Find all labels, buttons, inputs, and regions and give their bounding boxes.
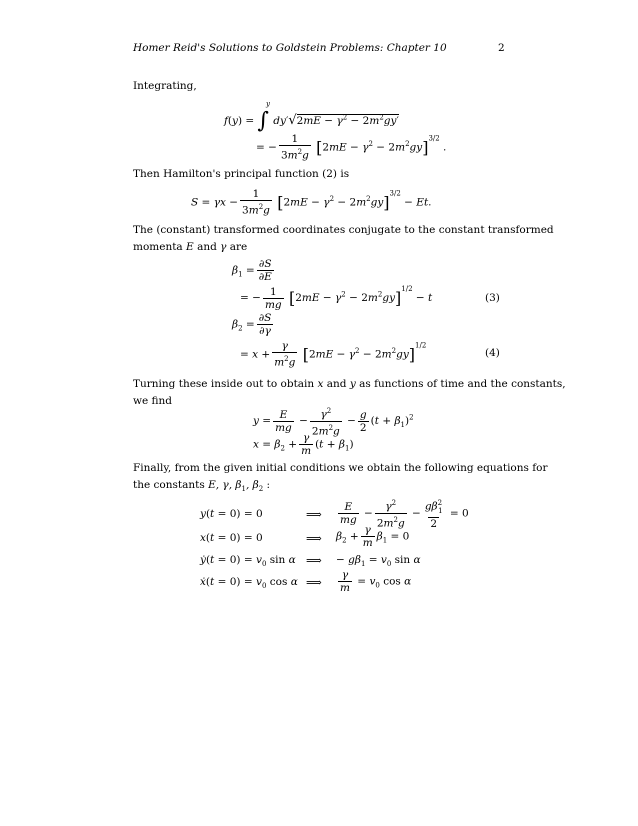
condition-xdot0-left: ẋ(t = $0) = v_0$ cos α (200, 576, 298, 591)
text-turning-line2: we find (133, 395, 173, 407)
running-header: Homer Reid's Solutions to Goldstein Problems: Chapter 10 (133, 42, 447, 54)
condition-xdot0-right: $\frac{\gamma}{m}$ = $v_0$ cos α (340, 569, 412, 594)
equation-beta2-def: $\beta_2$ = $\frac{\partial S}{\partial\gamma}$ (232, 312, 272, 337)
equation-y-solution: y = $\frac{E}{mg}$ − $\frac{\gamma^2}{2m^2g}$ − $\frac{g}{2}$ $(t + \beta_1)^2$ (253, 407, 414, 437)
equation-beta2-result: = x + $\frac{\gamma}{m^2g}$ $[2mE - \gamma^2 - 2m^2gy]^{1/2}$ (240, 340, 427, 369)
equation-principal-function: S = γx − $\frac{1}{3m^2g}$ $[2mE - \gamma^2 - 2m^2gy]^{3/2} - Et$. (191, 188, 432, 217)
text-constant-line1: The (constant) transformed coordinates conjugate to the constant transformed (133, 224, 554, 236)
text-turning-and: and (326, 378, 347, 390)
equation-x-solution: $x = \beta_2$ + $\frac{\gamma}{m}$ $(t + \beta_1)$ (253, 432, 354, 457)
text-turning-c: as functions of time and the constants, (359, 378, 566, 390)
equation-fy-integral: f(y) = ∫$^y$ $dy'√2mE - \gamma^2 - 2m^2gy'$ (224, 100, 399, 134)
condition-x0-right: $\beta_2$ + $\frac{\gamma}{m}$ $\beta_1 = 0$ (336, 524, 410, 549)
text-constant-line2: momenta E and γ are (133, 241, 248, 253)
text-momenta: momenta (133, 241, 183, 253)
text-the-constants: the constants (133, 479, 205, 491)
implies-arrow-4: ⟹ (306, 576, 322, 589)
implies-arrow-2: ⟹ (306, 532, 322, 545)
equation-number-4: (4) (485, 347, 500, 359)
text-finally-line1: Finally, from the given initial conditions we obtain the following equations for (133, 462, 548, 474)
equation-number-3: (3) (485, 292, 500, 304)
text-and: and (197, 241, 217, 253)
condition-ydot0-right: − $g\beta_1 = v_0$ sin α (336, 554, 421, 569)
text-turning-a: Turning these inside out to obtain (133, 378, 315, 390)
text-integrating: Integrating, (133, 80, 197, 92)
implies-arrow-3: ⟹ (306, 554, 322, 567)
text-turning-line1: Turning these inside out to obtain x and y as functions of time and the constants, (133, 378, 566, 390)
text-are: are (229, 241, 248, 253)
condition-y0-left: y(t = 0) = 0 (200, 508, 263, 520)
equation-fy-result: = − $\frac{1}{3m^2g}$ $[2mE - \gamma^2 - 2m^2gy]^{3/2}$ . (256, 133, 447, 162)
condition-x0-left: x(t = 0) = 0 (200, 532, 263, 544)
page-number: 2 (498, 42, 505, 54)
condition-ydot0-left: ẏ(t = $0) = v_0$ sin α (200, 554, 296, 569)
condition-y0-right: $\frac{E}{mg}$ − $\frac{\gamma^2}{2m^2g}$ − $\frac{g\beta^2_1}{2}$ = 0 (340, 499, 469, 530)
text-then-hamilton: Then Hamilton's principal function (2) is (133, 168, 350, 180)
text-finally-line2: the constants E, γ, $\beta_1$, $\beta_2$ : (133, 479, 271, 494)
equation-beta1-result: = − $\frac{1}{mg}$ $[2mE - \gamma^2 - 2m^2gy]^{1/2} - t$ (240, 285, 433, 311)
implies-arrow-1: ⟹ (306, 508, 322, 521)
equation-beta1-def: $\beta_1$ = $\frac{\partial S}{\partial E}$ (232, 258, 272, 283)
